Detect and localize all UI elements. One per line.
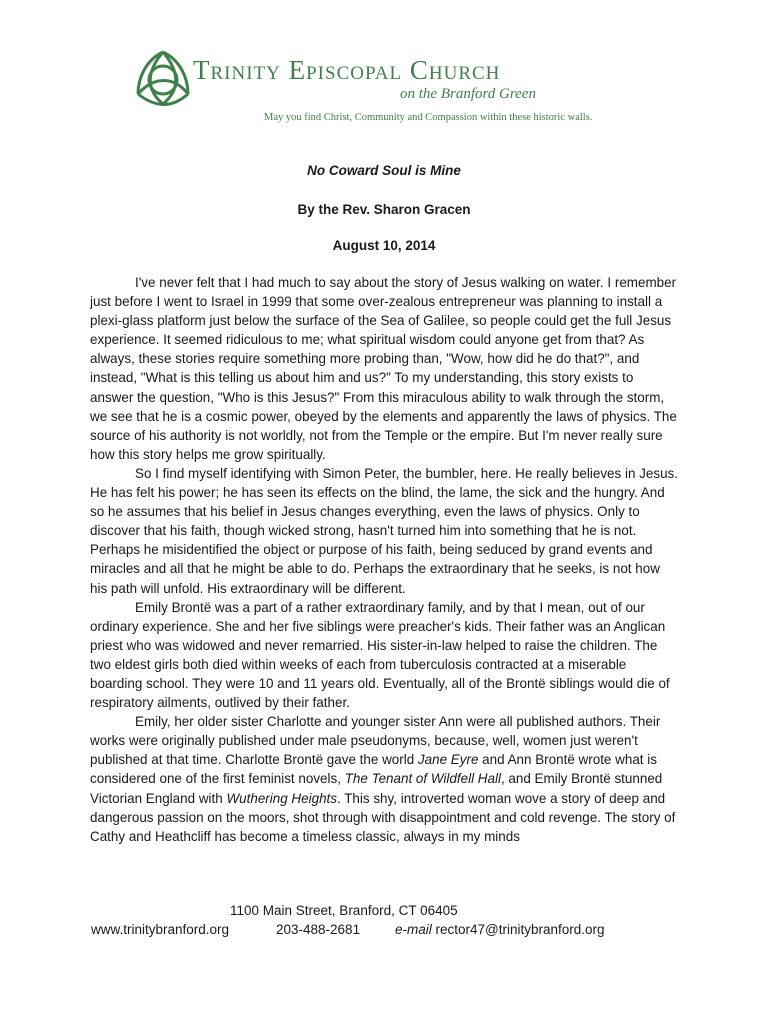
- sermon-title: No Coward Soul is Mine: [307, 163, 461, 178]
- letterhead: [0, 0, 768, 140]
- paragraph-text: . This shy, introverted woman wove a story of deep and dangerous passion on the moors, shot through with disappointment and cold revenge. The story of Cathy and Heathcliff has become a timeless classic, always in my minds: [90, 790, 676, 844]
- body-paragraph: [90, 598, 680, 713]
- paragraph-text: and Ann Brontë wrote what is considered one of the first feminist novels,: [90, 752, 657, 787]
- paragraph-text: Emily, her older sister Charlotte and younger sister Ann were all published authors. Their works were originally published under male pseudonyms, because, well, women just weren't published at that time. Charlotte Brontë gave the world: [90, 714, 661, 768]
- body-paragraph: [90, 712, 680, 846]
- footer-website-link[interactable]: www.trinitybranford.org: [91, 922, 230, 937]
- sermon-byline: By the Rev. Sharon Gracen: [297, 202, 471, 217]
- paragraph-text: So I find myself identifying with Simon Peter, the bumbler, here. He really believes in Jesus. He has felt his power; he has seen its effects on the blind, the lame, the sick and the hungry. And so he assumes that his belief in Jesus changes everything, even the laws of physics. Only to discover that his faith, though wicked strong, hasn't turned him into something that he is not. Perhaps he misidentified the object or purpose of his faith, being seduced by grand events and miracles and all that he might be able to do. Perhaps the extraordinary that he seeks, is not how his path will unfold. His extraordinary will be different.: [90, 465, 678, 596]
- footer-email: [395, 922, 605, 937]
- paragraph-text: Emily Brontë was a part of a rather extraordinary family, and by that I mean, out of our ordinary experience. She and her five siblings were preacher's kids. Their father was an Anglican priest who was widowed and never remarried. His sister-in-law helped to raise the children. The two eldest girls both died within weeks of each from tuberculosis contracted at a miserable boarding school. They were 10 and 11 years old. Eventually, all of the Brontë siblings would die of respiratory ailments, outlived by their father.: [90, 599, 670, 711]
- trinity-knot-icon: [134, 46, 192, 110]
- book-title-text: Jane Eyre: [417, 752, 479, 768]
- paragraph-text: I've never felt that I had much to say about the story of Jesus walking on water. I remember just before I went to Israel in 1999 that some over-zealous entrepreneur was planning to install a plexi-glass platform just below the surface of the Sea of Galilee, so people could get the full Jesus experience. It seemed ridiculous to me; what spiritual wisdom could anyone get from that? As always, these stories require something more probing than, "Wow, how did he do that?", and instead, "What is this telling us about him and us?" To my understanding, this story exists to answer the question, "Who is this Jesus?" From this miraculous ability to walk through the storm, we see that he is a cosmic power, obeyed by the elements and apparently the laws of physics. The source of his authority is not worldly, not from the Temple or the empire. But I'm never really sure how this story helps me grow spiritually.: [90, 275, 677, 462]
- book-title-text: The Tenant of Wildfell Hall: [344, 771, 501, 787]
- church-name: Trinity Episcopal Church: [193, 55, 501, 85]
- body-paragraph: [90, 273, 680, 464]
- sermon-date: August 10, 2014: [332, 238, 436, 253]
- body-paragraph: [90, 464, 680, 598]
- book-title-text: Wuthering Heights: [226, 790, 337, 806]
- paragraph-text: , and Emily Brontë stunned Victorian England with: [90, 771, 663, 806]
- church-subtitle: on the Branford Green: [400, 86, 536, 102]
- sermon-body: [90, 273, 680, 846]
- footer-email-label: e-mail: [395, 922, 432, 937]
- footer-email-link[interactable]: rector47@trinitybranford.org: [435, 922, 605, 937]
- church-tagline: May you find Christ, Community and Compassion within these historic walls.: [264, 112, 593, 123]
- footer-phone: 203-488-2681: [276, 922, 361, 937]
- footer-address: 1100 Main Street, Branford, CT 06405: [230, 903, 458, 918]
